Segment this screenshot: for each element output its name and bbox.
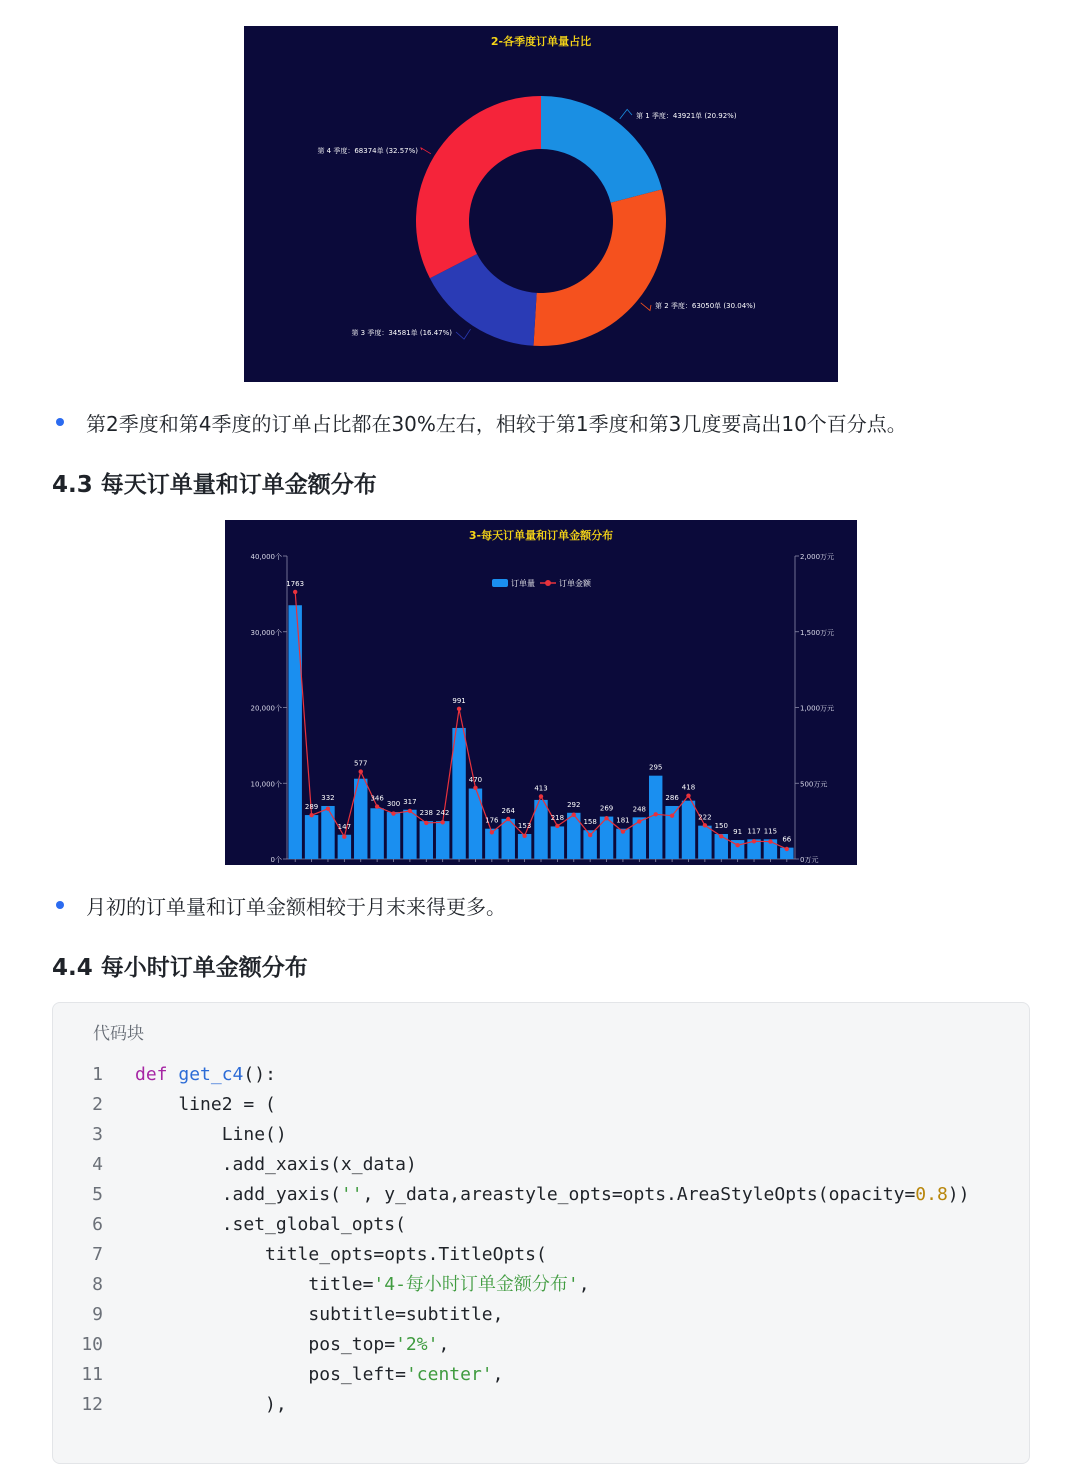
amount-point-label: 332: [321, 793, 335, 802]
amount-point[interactable]: [359, 769, 363, 773]
amount-point[interactable]: [572, 813, 576, 817]
quarter-pie-chart: [244, 26, 838, 382]
amount-point[interactable]: [326, 807, 330, 811]
order-bar[interactable]: [452, 728, 465, 859]
pie-leader-line: [641, 303, 651, 311]
code-line: [53, 1330, 449, 1360]
amount-point[interactable]: [719, 834, 723, 838]
line-number: 12: [81, 1394, 103, 1415]
amount-point-label: 295: [649, 763, 663, 772]
amount-point-label: 242: [435, 809, 450, 818]
code-token: pos_left=: [135, 1364, 406, 1385]
amount-point-label: 248: [632, 805, 647, 814]
code-token: )): [947, 1184, 970, 1205]
code-line: [53, 1180, 969, 1210]
y-right-tick-label: 1,000万元: [800, 704, 835, 713]
amount-point[interactable]: [375, 804, 379, 808]
amount-point[interactable]: [555, 824, 559, 828]
pie-slice-label: 第 1 季度：43921单 (20.92%): [636, 112, 737, 120]
line-number: 1: [92, 1064, 103, 1085]
amount-point-label: 238: [419, 809, 433, 818]
y-left-tick-label: 30,000个: [250, 628, 282, 637]
amount-point[interactable]: [309, 813, 313, 817]
amount-point[interactable]: [654, 812, 658, 816]
amount-point[interactable]: [522, 834, 526, 838]
amount-point-label: 292: [567, 800, 581, 809]
section-heading-4-3: 4.3 每天订单量和订单金额分布: [52, 472, 377, 498]
code-line: [53, 1300, 503, 1330]
amount-point[interactable]: [670, 813, 674, 817]
code-token: .add_xaxis(x_data): [135, 1154, 417, 1175]
code-token: ,: [578, 1274, 590, 1295]
line-number: 3: [92, 1124, 103, 1145]
code-line: [53, 1210, 406, 1240]
amount-point-label: 1763: [286, 579, 305, 588]
amount-point-label: 150: [714, 822, 728, 831]
amount-point-label: 91: [733, 828, 743, 837]
amount-point-label: 413: [534, 784, 548, 793]
amount-point-label: 264: [501, 806, 515, 815]
amount-point[interactable]: [735, 843, 739, 847]
amount-point-label: 117: [747, 827, 761, 836]
code-token: ,: [492, 1364, 504, 1385]
amount-point[interactable]: [424, 821, 428, 825]
amount-point-label: 577: [354, 759, 368, 768]
amount-point-label: 991: [452, 696, 466, 705]
bar-chart-svg: [225, 520, 857, 865]
pie-chart-svg: [244, 26, 838, 382]
code-token: '2%': [395, 1334, 439, 1355]
order-bar[interactable]: [682, 801, 695, 859]
code-token: subtitle=subtitle,: [135, 1304, 504, 1325]
pie-slice-label: 第 3 季度：34581单 (16.47%): [351, 329, 452, 337]
amount-point-label: 222: [698, 813, 712, 822]
code-token: 'center': [405, 1364, 493, 1385]
amount-point[interactable]: [785, 847, 789, 851]
line-number: 4: [92, 1154, 103, 1175]
y-left-tick-label: 40,000个: [250, 553, 282, 561]
code-line: [53, 1240, 547, 1270]
code-line: [53, 1360, 503, 1390]
amount-point[interactable]: [473, 786, 477, 790]
code-line: [53, 1060, 276, 1090]
code-line: [53, 1150, 417, 1180]
line-number: 8: [92, 1274, 103, 1295]
code-line: [53, 1090, 276, 1120]
amount-point[interactable]: [490, 830, 494, 834]
y-left-tick-label: 20,000个: [250, 704, 282, 713]
code-token: title_opts=opts.TitleOpts(: [135, 1244, 547, 1265]
code-token: get_c4: [178, 1064, 244, 1085]
code-token: Line(): [135, 1124, 287, 1145]
code-token: ,: [438, 1334, 450, 1355]
line-number: 10: [81, 1334, 103, 1355]
bullet-dot: [56, 418, 64, 426]
pie-leader-line: [421, 148, 431, 154]
amount-point[interactable]: [506, 817, 510, 821]
amount-point[interactable]: [686, 793, 690, 797]
code-token: [168, 1064, 179, 1085]
y-right-tick-label: 2,000万元: [800, 553, 835, 561]
code-token: def: [135, 1064, 168, 1085]
pie-leader-line: [620, 109, 632, 118]
legend-bar-swatch[interactable]: [492, 579, 508, 587]
order-bar[interactable]: [403, 810, 416, 859]
order-bar[interactable]: [649, 776, 662, 859]
amount-point-label: 181: [616, 816, 630, 825]
bullet-text: 第2季度和第4季度的订单占比都在30%左右，相较于第1季度和第3几度要高出10个百分点。: [86, 411, 907, 436]
code-token: title=: [135, 1274, 374, 1295]
code-token: 0.8: [915, 1184, 948, 1205]
order-bar[interactable]: [551, 826, 564, 859]
code-token: .add_yaxis(: [135, 1184, 341, 1205]
bullet-quarter-note: [56, 406, 907, 438]
amount-point[interactable]: [391, 811, 395, 815]
code-token: .set_global_opts(: [135, 1214, 406, 1235]
bullet-dot: [56, 901, 64, 909]
code-line: [53, 1270, 590, 1300]
line-number: 2: [92, 1094, 103, 1115]
section-heading-4-4: 4.4 每小时订单金额分布: [52, 955, 308, 981]
pie-title: 2-各季度订单量占比: [490, 35, 592, 48]
pie-slice[interactable]: [533, 189, 666, 346]
order-bar[interactable]: [288, 605, 301, 859]
amount-point-label: 346: [370, 794, 384, 803]
order-bar[interactable]: [387, 812, 400, 859]
line-number: 5: [92, 1184, 103, 1205]
amount-point-label: 317: [403, 797, 417, 806]
amount-point[interactable]: [342, 835, 346, 839]
line-number: 11: [81, 1364, 103, 1385]
amount-point[interactable]: [408, 809, 412, 813]
code-token: line2 = (: [135, 1094, 276, 1115]
line-number: 9: [92, 1304, 103, 1325]
amount-point-label: 158: [583, 818, 597, 827]
amount-point[interactable]: [539, 794, 543, 798]
amount-point[interactable]: [293, 590, 297, 594]
y-right-tick-label: 0万元: [800, 856, 819, 864]
amount-point-label: 289: [304, 803, 319, 812]
amount-point[interactable]: [752, 839, 756, 843]
code-token: pos_top=: [135, 1334, 396, 1355]
pie-slice-label: 第 2 季度：63050单 (30.04%): [655, 302, 756, 310]
amount-point-label: 269: [599, 804, 614, 813]
bar-legend: [492, 578, 592, 588]
order-bar[interactable]: [698, 826, 711, 859]
legend-line-label[interactable]: 订单金额: [559, 579, 591, 588]
code-token: '4-每小时订单金额分布': [373, 1274, 579, 1295]
order-bar[interactable]: [436, 821, 449, 859]
amount-point-label: 176: [485, 816, 499, 825]
pie-slice[interactable]: [416, 96, 541, 278]
amount-point-label: 66: [782, 835, 792, 844]
code-line: [53, 1120, 287, 1150]
amount-point[interactable]: [604, 816, 608, 820]
amount-point[interactable]: [621, 829, 625, 833]
y-left-tick-label: 0个: [270, 856, 282, 864]
order-bar[interactable]: [305, 815, 318, 859]
amount-point[interactable]: [637, 819, 641, 823]
code-block[interactable]: [52, 1002, 1030, 1464]
amount-point[interactable]: [457, 707, 461, 711]
order-bar[interactable]: [321, 806, 334, 859]
code-token: '': [340, 1184, 363, 1205]
legend-bar-label[interactable]: 订单量: [511, 579, 535, 588]
line-number: 6: [92, 1214, 103, 1235]
amount-point-label: 300: [386, 800, 401, 809]
amount-point[interactable]: [768, 839, 772, 843]
amount-point-label: 418: [681, 783, 696, 792]
pie-leader-line: [456, 329, 471, 339]
order-bar[interactable]: [502, 819, 515, 859]
legend-line-dot: [545, 580, 551, 586]
daily-orders-chart: [225, 520, 857, 865]
code-line: [53, 1390, 287, 1420]
code-block-label: 代码块: [93, 1024, 144, 1044]
amount-point-label: 115: [763, 827, 778, 836]
amount-point-label: 153: [517, 822, 532, 831]
amount-point-label: 286: [665, 793, 679, 802]
bar-chart-title: 3-每天订单量和订单金额分布: [468, 529, 614, 542]
y-left-tick-label: 10,000个: [250, 780, 282, 789]
bullet-daily-note: [56, 889, 506, 921]
y-right-tick-label: 500万元: [800, 780, 828, 789]
amount-point[interactable]: [588, 833, 592, 837]
code-token: ():: [243, 1064, 276, 1085]
amount-point-label: 147: [337, 822, 352, 831]
amount-point-label: 470: [468, 775, 483, 784]
amount-point-label: 218: [550, 813, 565, 822]
order-bar[interactable]: [370, 808, 383, 859]
code-token: , y_data,areastyle_opts=opts.AreaStyleOpts(opacity=: [362, 1184, 916, 1205]
y-right-tick-label: 1,500万元: [800, 628, 835, 637]
code-token: ),: [135, 1394, 287, 1415]
pie-slice-label: 第 4 季度：68374单 (32.57%): [317, 147, 418, 155]
bullet-text: 月初的订单量和订单金额相较于月末来得更多。: [86, 894, 506, 919]
amount-point[interactable]: [440, 820, 444, 824]
amount-point[interactable]: [703, 823, 707, 827]
order-bar[interactable]: [420, 821, 433, 859]
line-number: 7: [92, 1244, 103, 1265]
